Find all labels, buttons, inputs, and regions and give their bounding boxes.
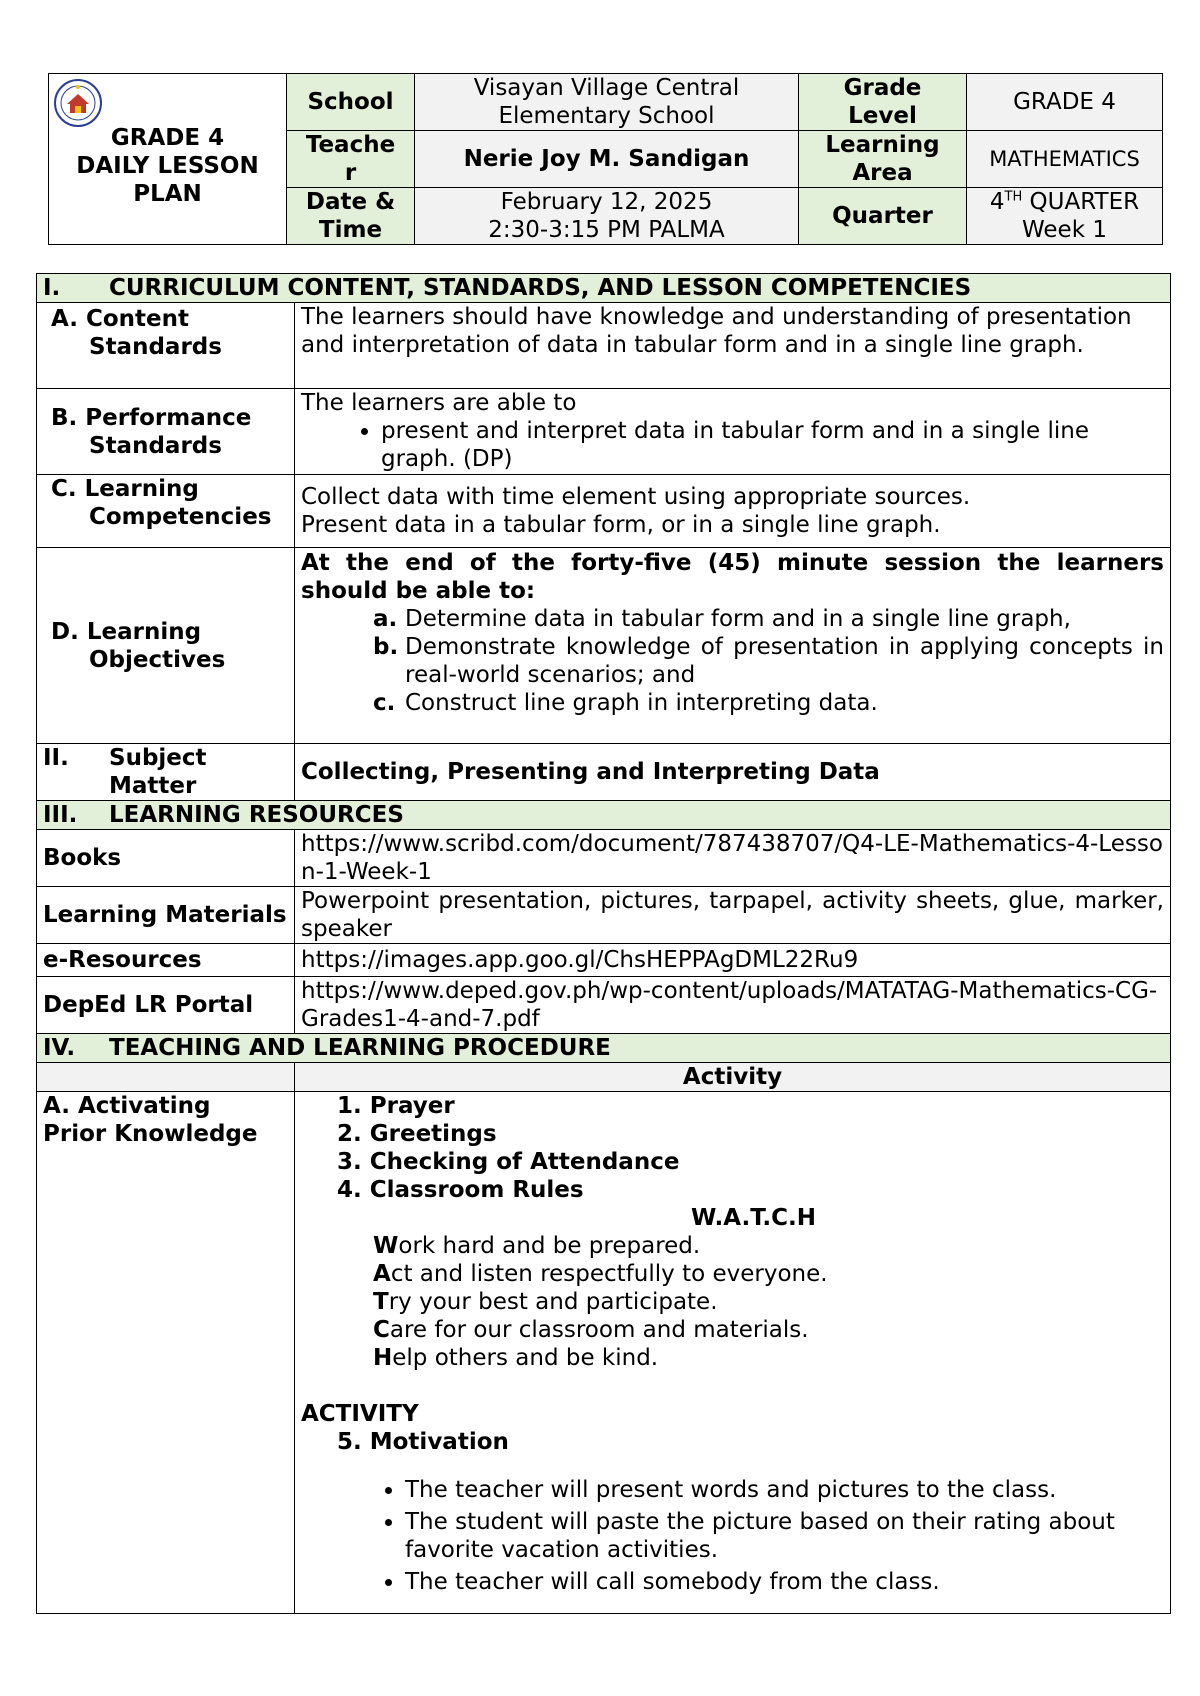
learning-materials-value: Powerpoint presentation, pictures, tarpapel, activity sheets, glue, marker, speaker xyxy=(295,887,1171,944)
section-curriculum-header: I. CURRICULUM CONTENT, STANDARDS, AND LESSON COMPETENCIES xyxy=(37,274,1171,303)
deped-seal-icon xyxy=(53,78,103,128)
books-label: Books xyxy=(37,830,295,887)
watch-rules xyxy=(301,1232,1164,1372)
procedure-blank-header xyxy=(37,1063,295,1092)
objectives-cell xyxy=(295,548,1171,744)
step-item: 3. Checking of Attendance xyxy=(337,1149,680,1175)
step-item: 1. Prayer xyxy=(337,1093,455,1119)
school-value: Visayan Village Central Elementary School xyxy=(415,74,799,131)
activity-title: ACTIVITY xyxy=(301,1401,419,1427)
learning-materials-label: Learning Materials xyxy=(37,887,295,944)
objective-item: b. Demonstrate knowledge of presentation in applying concepts in real-world scenarios; and xyxy=(373,634,1164,688)
e-resources-label: e-Resources xyxy=(37,944,295,977)
watch-line: Act and listen respectfully to everyone. xyxy=(373,1261,828,1287)
grade-level-value: GRADE 4 xyxy=(967,74,1163,131)
content-standards-label: A. Content Standards xyxy=(37,303,295,389)
content-standards-text: The learners should have knowledge and understanding of presentation and interpretation of data in tabular form and in a single line graph. xyxy=(295,303,1171,389)
watch-line: Work hard and be prepared. xyxy=(373,1233,701,1259)
title-line: GRADE 4 xyxy=(110,125,225,151)
deped-portal-label: DepEd LR Portal xyxy=(37,977,295,1034)
deped-portal-value: https://www.deped.gov.ph/wp-content/uploads/MATATAG-Mathematics-CG-Grades1-4-and-7.pdf xyxy=(295,977,1171,1034)
quarter-label: Quarter xyxy=(799,188,967,245)
subject-matter-label: II. Subject Matter xyxy=(37,744,295,801)
title-line: PLAN xyxy=(133,181,202,207)
step-item: 2. Greetings xyxy=(337,1121,497,1147)
books-value: https://www.scribd.com/document/787438707/Q4-LE-Mathematics-4-Lesson-1-Week-1 xyxy=(295,830,1171,887)
teacher-label: Teache r xyxy=(287,131,415,188)
section-resources-header: III. LEARNING RESOURCES xyxy=(37,801,1171,830)
step-item: 4. Classroom Rules xyxy=(337,1177,584,1203)
section-procedure-header: IV. TEACHING AND LEARNING PROCEDURE xyxy=(37,1034,1171,1063)
competencies-label: C. Learning Competencies xyxy=(37,475,295,548)
activating-prior-knowledge-label: A. Activating Prior Knowledge xyxy=(37,1092,295,1614)
header-table xyxy=(48,73,1163,245)
watch-line: Help others and be kind. xyxy=(373,1345,659,1371)
watch-line: Try your best and participate. xyxy=(373,1289,718,1315)
quarter-value: 4TH QUARTER Week 1 xyxy=(967,188,1163,245)
performance-standards-label: B. Performance Standards xyxy=(37,389,295,475)
objectives-label: D. Learning Objectives xyxy=(37,548,295,744)
motivation-bullet: • The teacher will call somebody from the class. xyxy=(405,1568,1164,1596)
motivation-bullet: • The teacher will present words and pictures to the class. xyxy=(405,1476,1164,1504)
date-label: Date & Time xyxy=(287,188,415,245)
lesson-plan-title-cell xyxy=(49,74,287,245)
watch-line: Care for our classroom and materials. xyxy=(373,1317,809,1343)
title-line: DAILY LESSON xyxy=(76,153,259,179)
subject-matter-value: Collecting, Presenting and Interpreting Data xyxy=(295,744,1171,801)
performance-standards-cell: The learners are able to • present and interpret data in tabular form and in a single line graph. (DP) xyxy=(295,389,1171,475)
e-resources-value: https://images.app.goo.gl/ChsHEPPAgDML22Ru9 xyxy=(295,944,1171,977)
motivation-bullet: • The student will paste the picture based on their rating about favorite vacation activities. xyxy=(405,1508,1164,1564)
watch-title: W.A.T.C.H xyxy=(691,1205,816,1231)
activity-header: Activity xyxy=(295,1063,1171,1092)
activity-content-cell xyxy=(295,1092,1171,1614)
lesson-plan-table xyxy=(36,273,1171,1614)
performance-bullet: • present and interpret data in tabular form and in a single line graph. (DP) xyxy=(381,417,1164,473)
objective-item: a. Determine data in tabular form and in a single line graph, xyxy=(373,606,1071,632)
learning-area-label: Learning Area xyxy=(799,131,967,188)
teacher-value: Nerie Joy M. Sandigan xyxy=(415,131,799,188)
objective-item: c. Construct line graph in interpreting data. xyxy=(373,690,878,716)
learning-area-value: MATHEMATICS xyxy=(967,131,1163,188)
grade-level-label: Grade Level xyxy=(799,74,967,131)
competencies-cell: Collect data with time element using appropriate sources. Present data in a tabular form, or in a single line graph. xyxy=(295,475,1171,548)
objectives-intro: At the end of the forty-five (45) minute session the learners should be able to: xyxy=(301,550,1164,604)
school-label: School xyxy=(287,74,415,131)
date-value: February 12, 2025 2:30-3:15 PM PALMA xyxy=(415,188,799,245)
motivation-title: 5. Motivation xyxy=(337,1429,509,1455)
